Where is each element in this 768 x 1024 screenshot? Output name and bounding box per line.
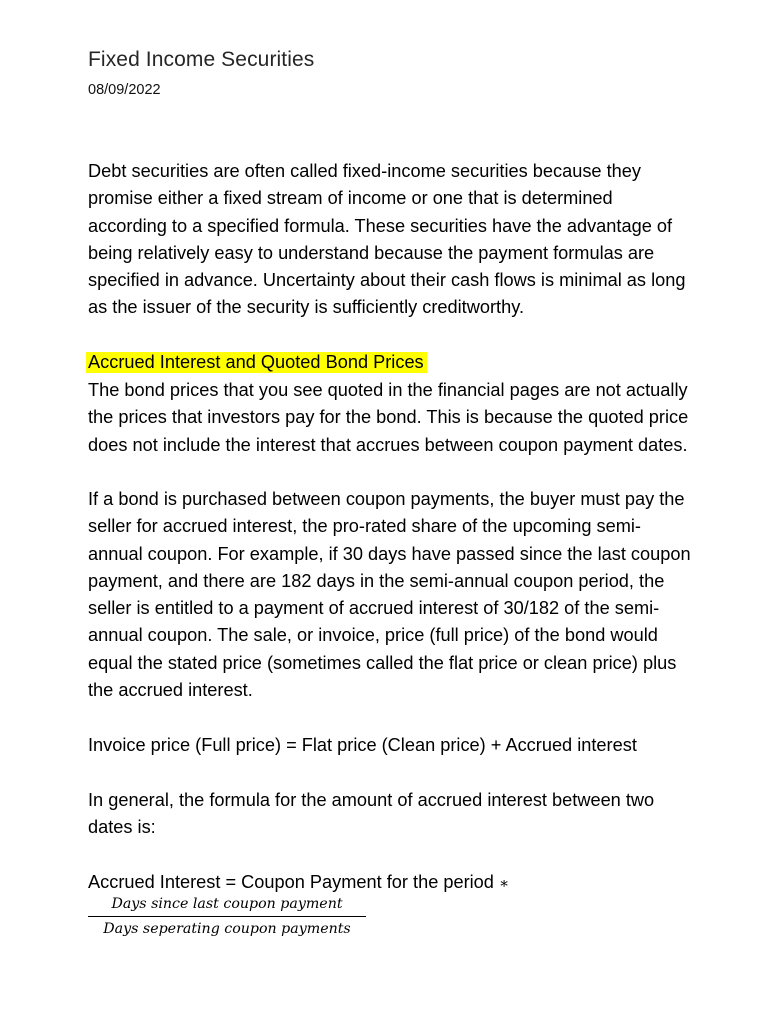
- paragraph-line: If a bond is purchased between coupon payments, the buyer must pay the: [88, 489, 685, 509]
- paragraph-line: does not include the interest that accrues between coupon payment dates.: [88, 434, 688, 455]
- paragraph-line: according to a specified formula. These securities have the advantage of: [88, 215, 673, 236]
- intro-paragraph: [88, 158, 760, 322]
- paragraph-line: seller is entitled to a payment of accrued interest of 30/182 of the semi-: [88, 598, 660, 619]
- fraction-numerator: Days since last coupon payment: [111, 896, 343, 912]
- formula-lhs: Accrued Interest = Coupon Payment for the period: [88, 872, 499, 892]
- formula-fraction: [88, 894, 366, 940]
- paragraph-line: promise either a fixed stream of income or one that is determined: [88, 188, 613, 209]
- paragraph-line: The bond prices that you see quoted in the financial pages are not actually: [88, 380, 688, 400]
- document-title: Fixed Income Securities: [88, 48, 315, 71]
- paragraph-line: the prices that investors pay for the bond. This is because the quoted price: [88, 407, 689, 428]
- fraction-denominator: Days seperating coupon payments: [103, 921, 351, 937]
- section-heading: [86, 349, 427, 375]
- quoted-price-paragraph: [88, 377, 760, 459]
- paragraph-line: annual coupon. For example, if 30 days have passed since the last coupon: [88, 543, 691, 564]
- paragraph-line: Debt securities are often called fixed-income securities because they: [88, 161, 641, 181]
- paragraph-line: as the issuer of the security is sufficiently creditworthy.: [88, 297, 525, 318]
- fraction-bar: [88, 916, 366, 917]
- multiply-operator: ∗: [498, 874, 510, 892]
- paragraph-line: dates is:: [88, 817, 156, 838]
- paragraph-line: specified in advance. Uncertainty about their cash flows is minimal as long: [88, 270, 686, 291]
- paragraph-line: In general, the formula for the amount of accrued interest between two: [88, 790, 655, 810]
- paragraph-line: equal the stated price (sometimes called the flat price or clean price) plus: [88, 652, 677, 673]
- paragraph-line: seller for accrued interest, the pro-rated share of the upcoming semi-: [88, 516, 641, 537]
- accrued-interest-paragraph: [88, 486, 760, 704]
- section-heading-text: Accrued Interest and Quoted Bond Prices: [86, 352, 427, 373]
- paragraph-line: the accrued interest.: [88, 680, 253, 701]
- formula-line: Invoice price (Full price) = Flat price (Clean price) + Accrued interest: [88, 735, 637, 755]
- paragraph-line: annual coupon. The sale, or invoice, price (full price) of the bond would: [88, 625, 658, 646]
- paragraph-line: payment, and there are 182 days in the semi-annual coupon period, the: [88, 570, 665, 591]
- document-date: 08/09/2022: [88, 82, 161, 98]
- general-formula-intro: [88, 787, 760, 842]
- invoice-price-formula: [88, 732, 760, 759]
- paragraph-line: being relatively easy to understand because the payment formulas are: [88, 242, 655, 263]
